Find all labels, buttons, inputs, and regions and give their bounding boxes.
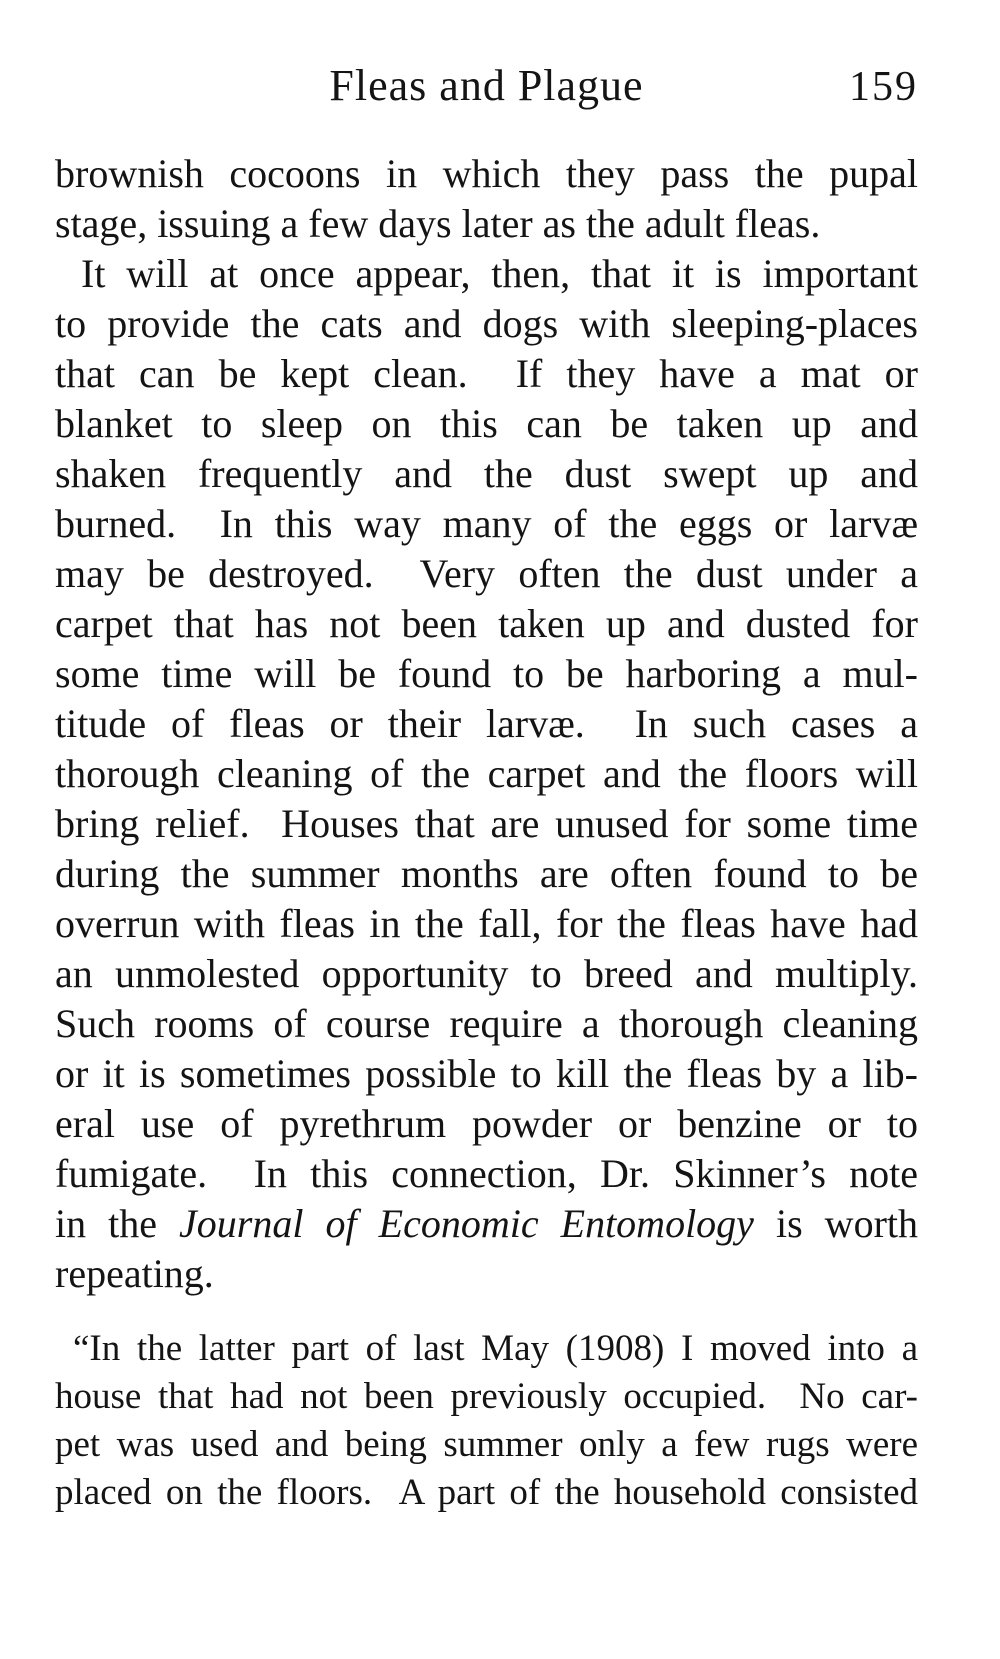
paragraph-continuation (55, 149, 918, 249)
journal-title-italic: Journal of Economic Entomology (179, 1201, 754, 1246)
running-head (55, 60, 918, 112)
text-line: an unmolested opportunity to breed and multiply. (55, 951, 918, 996)
page-number: 159 (849, 64, 918, 110)
body-text (55, 149, 918, 1517)
text-line: Such rooms of course require a thorough cleaning (55, 1001, 918, 1046)
paragraph-block-quote (55, 1325, 918, 1517)
text-line: “In the latter part of last May (1908) I moved into a (73, 1328, 918, 1369)
text-line: to provide the cats and dogs with sleeping-places (55, 301, 918, 346)
text-line: during the summer months are often found to be (55, 851, 918, 896)
text-line: that can be kept clean. If they have a mat or (55, 351, 918, 396)
text-line: brownish cocoons in which they pass the pupal (55, 151, 918, 196)
text-line (55, 1199, 918, 1249)
text-line: titude of fleas or their larvæ. In such cases a (55, 701, 918, 746)
text-line: It will at once appear, then, that it is important (81, 251, 918, 296)
text-line: or it is sometimes possible to kill the fleas by a lib- (55, 1051, 918, 1096)
text-line: burned. In this way many of the eggs or larvæ (55, 501, 918, 546)
text-line: shaken frequently and the dust swept up and (55, 451, 918, 496)
text-line: house that had not been previously occupied. No car- (55, 1376, 918, 1417)
text-line: some time will be found to be harboring a mul- (55, 651, 918, 696)
text-line: bring relief. Houses that are unused for some time (55, 801, 918, 846)
text-line: fumigate. In this connection, Dr. Skinner’s note (55, 1151, 918, 1196)
text-segment: is worth (753, 1201, 918, 1246)
text-segment: in the (55, 1201, 180, 1246)
text-line: placed on the floors. A part of the household consisted (55, 1472, 918, 1513)
text-line: may be destroyed. Very often the dust under a (55, 551, 918, 596)
text-line: overrun with fleas in the fall, for the fleas have had (55, 901, 918, 946)
text-line: pet was used and being summer only a few rugs were (55, 1424, 918, 1465)
text-line: blanket to sleep on this can be taken up and (55, 401, 918, 446)
text-line: eral use of pyrethrum powder or benzine or to (55, 1101, 918, 1146)
text-line: carpet that has not been taken up and dusted for (55, 601, 918, 646)
text-line: repeating. (55, 1251, 214, 1296)
chapter-title: Fleas and Plague (329, 61, 644, 110)
paragraph-main (55, 249, 918, 1299)
text-line: stage, issuing a few days later as the adult fleas. (55, 201, 821, 246)
text-line: thorough cleaning of the carpet and the floors will (55, 751, 918, 796)
